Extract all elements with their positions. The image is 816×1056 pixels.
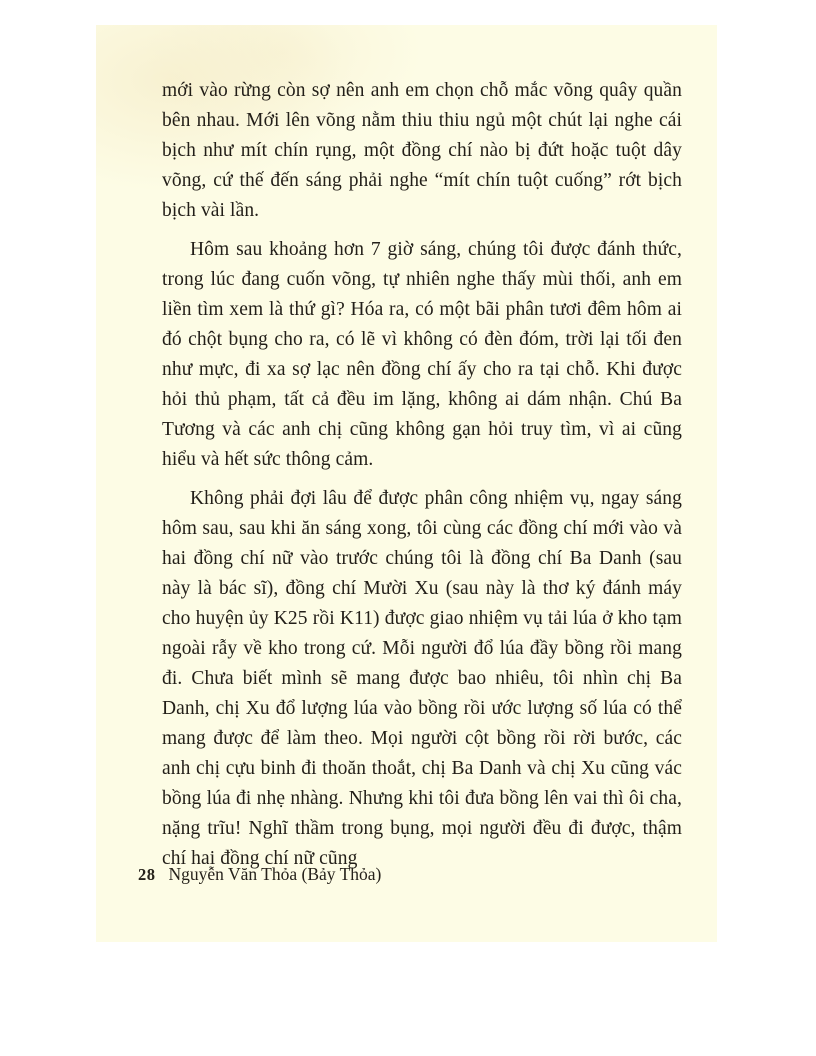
paragraph-continued: mới vào rừng còn sợ nên anh em chọn chỗ mắc võng quây quần bên nhau. Mới lên võng nằm thiu thiu ngủ một chút lại nghe cái bịch như mít chín rụng, một đồng chí nào bị đứt hoặc tuột dây võng, cứ thế đến sáng phải nghe “mít chín tuột cuống” rớt bịch bịch vài lần.: [162, 80, 682, 221]
book-page: [96, 25, 717, 942]
footer-running-title: Nguyễn Văn Thỏa (Bảy Thỏa): [168, 864, 382, 884]
page-number: 28: [138, 865, 156, 884]
body-text: [162, 76, 682, 883]
paragraph: Hôm sau khoảng hơn 7 giờ sáng, chúng tôi được đánh thức, trong lúc đang cuốn võng, tự nhiên nghe thấy mùi thối, anh em liền tìm xem là thứ gì? Hóa ra, có một bãi phân tươi đêm hôm ai đó chột bụng cho ra, có lẽ vì không có đèn đóm, trời lại tối đen như mực, đi xa sợ lạc nên đồng chí ấy cho ra tại chỗ. Khi được hỏi thủ phạm, tất cả đều im lặng, không ai dám nhận. Chú Ba Tương và các anh chị cũng không gạn hỏi truy tìm, vì ai cũng hiểu và hết sức thông cảm.: [162, 239, 682, 470]
paragraph: Không phải đợi lâu để được phân công nhiệm vụ, ngay sáng hôm sau, sau khi ăn sáng xong, tôi cùng các đồng chí mới vào và hai đồng chí nữ vào trước chúng tôi là đồng chí Ba Danh (sau này là bác sĩ), đồng chí Mười Xu (sau này là thơ ký đánh máy cho huyện ủy K25 rồi K11) được giao nhiệm vụ tải lúa ở kho tạm ngoài rẫy về kho trong cứ. Mỗi người đổ lúa đầy bồng rồi mang đi. Chưa biết mình sẽ mang được bao nhiêu, tôi nhìn chị Ba Danh, chị Xu đổ lượng lúa vào bồng rồi ước lượng số lúa có thể mang được để làm theo. Mọi người cột bồng rồi rời bước, các anh chị cựu binh đi thoăn thoắt, chị Ba Danh và chị Xu cũng vác bồng lúa đi nhẹ nhàng. Nhưng khi tôi đưa bồng lên vai thì ôi cha, nặng trĩu! Nghĩ thầm trong bụng, mọi người đều đi được, thậm chí hai đồng chí nữ cũng: [162, 488, 682, 869]
page-footer: [138, 863, 678, 886]
